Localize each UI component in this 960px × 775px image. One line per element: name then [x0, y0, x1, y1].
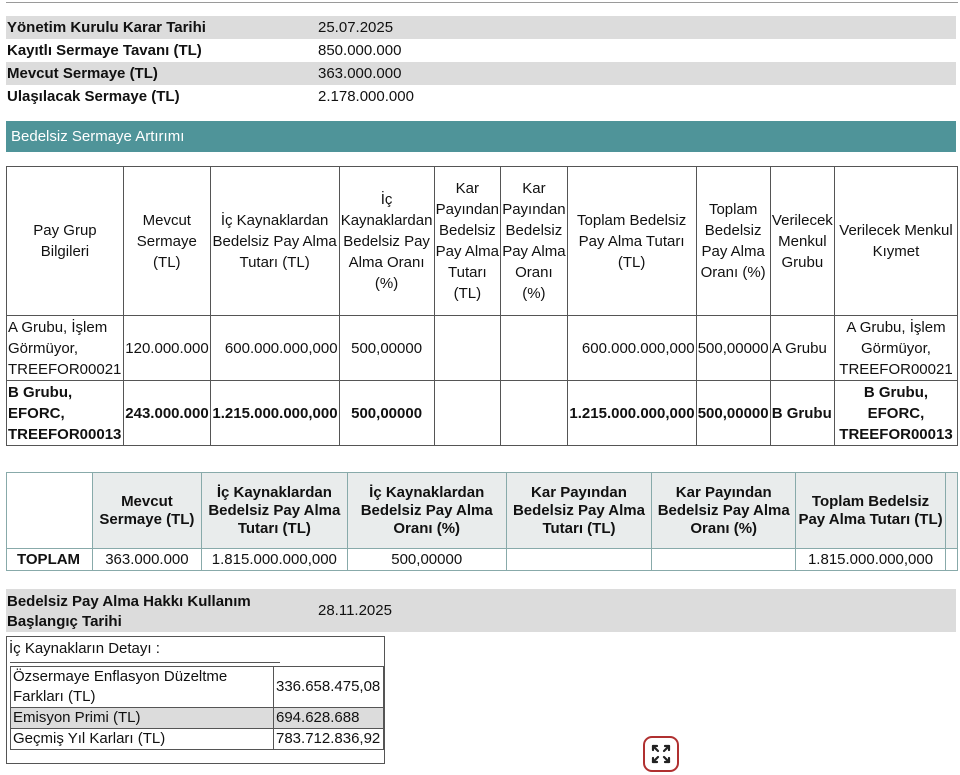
table-row	[7, 381, 958, 446]
table-cell: 500,00000	[696, 381, 770, 446]
table-header-row	[7, 167, 958, 316]
column-header: Kar Payından Bedelsiz Pay Alma Tutarı (TL)	[434, 167, 500, 316]
rights-value: 28.11.2025	[318, 602, 392, 619]
info-row-target-capital	[6, 85, 956, 108]
info-label: Kayıtlı Sermaye Tavanı (TL)	[7, 42, 202, 59]
table-cell	[434, 381, 500, 446]
table-cell: B Grubu, EFORC, TREEFOR00013	[7, 381, 124, 446]
column-header: Verilecek Menkul Grubu	[770, 167, 834, 316]
table-cell: 600.000.000,000	[567, 316, 696, 381]
totals-row	[7, 549, 958, 571]
info-value: 2.178.000.000	[318, 88, 414, 105]
share-group-table	[6, 166, 958, 446]
info-label: Mevcut Sermaye (TL)	[7, 65, 158, 82]
table-cell: 1.215.000.000,000	[567, 381, 696, 446]
source-label: Geçmiş Yıl Karları (TL)	[11, 729, 274, 750]
column-header	[7, 473, 93, 549]
info-label: Yönetim Kurulu Karar Tarihi	[7, 19, 206, 36]
expand-icon	[651, 744, 671, 764]
column-header: Kar Payından Bedelsiz Pay Alma Tutarı (TL)	[506, 473, 652, 549]
internal-sources-box	[6, 636, 385, 764]
divider	[10, 662, 280, 663]
table-cell: 1.815.000.000,000	[201, 549, 347, 571]
table-cell: 1.215.000.000,000	[210, 381, 339, 446]
rights-label: Bedelsiz Pay Alma Hakkı Kullanım Başlangıç Tarihi	[7, 593, 251, 630]
table-cell: 363.000.000	[92, 549, 201, 571]
table-cell: B Grubu	[770, 381, 834, 446]
info-label: Ulaşılacak Sermaye (TL)	[7, 88, 180, 105]
column-header: Pay Grup Bilgileri	[7, 167, 124, 316]
internal-sources-title: İç Kaynakların Detayı :	[9, 640, 160, 657]
source-value: 694.628.688	[274, 708, 384, 729]
table-cell-overflow	[946, 549, 958, 571]
source-label: Özsermaye Enflasyon Düzeltme Farkları (TL)	[11, 667, 274, 708]
internal-sources-table	[10, 666, 384, 750]
table-row	[11, 708, 384, 729]
column-header: İç Kaynaklardan Bedelsiz Pay Alma Tutarı (TL)	[201, 473, 347, 549]
table-cell: 500,00000	[347, 549, 506, 571]
info-value: 363.000.000	[318, 65, 402, 82]
section-header: Bedelsiz Sermaye Artırımı	[6, 121, 956, 152]
column-header-overflow	[946, 473, 958, 549]
top-divider	[6, 2, 958, 3]
table-cell: 500,00000	[339, 316, 434, 381]
info-row-current-capital	[6, 62, 956, 85]
column-header: Toplam Bedelsiz Pay Alma Tutarı (TL)	[796, 473, 946, 549]
rights-start-date-row	[6, 589, 956, 632]
table-cell: 1.815.000.000,000	[796, 549, 946, 571]
column-header: Verilecek Menkul Kıymet	[834, 167, 957, 316]
table-cell: 600.000.000,000	[210, 316, 339, 381]
column-header: Kar Payından Bedelsiz Pay Alma Oranı (%)	[501, 167, 568, 316]
table-cell: B Grubu, EFORC, TREEFOR00013	[834, 381, 957, 446]
source-value: 783.712.836,92	[274, 729, 384, 750]
table-cell: 120.000.000	[123, 316, 210, 381]
table-cell: 500,00000	[696, 316, 770, 381]
table-cell: A Grubu, İşlem Görmüyor, TREEFOR00021	[834, 316, 957, 381]
column-header: İç Kaynaklardan Bedelsiz Pay Alma Oranı (%)	[339, 167, 434, 316]
table-cell	[434, 316, 500, 381]
column-header: Kar Payından Bedelsiz Pay Alma Oranı (%)	[652, 473, 796, 549]
table-row	[11, 667, 384, 708]
source-value: 336.658.475,08	[274, 667, 384, 708]
table-row	[7, 316, 958, 381]
info-row-board-decision-date	[6, 16, 956, 39]
table-cell	[501, 316, 568, 381]
table-cell	[501, 381, 568, 446]
table-cell: A Grubu, İşlem Görmüyor, TREEFOR00021	[7, 316, 124, 381]
totals-label: TOPLAM	[7, 549, 93, 571]
table-cell: 500,00000	[339, 381, 434, 446]
table-cell: A Grubu	[770, 316, 834, 381]
table-cell	[506, 549, 652, 571]
column-header: Toplam Bedelsiz Pay Alma Tutarı (TL)	[567, 167, 696, 316]
column-header: İç Kaynaklardan Bedelsiz Pay Alma Tutarı (TL)	[210, 167, 339, 316]
expand-button[interactable]	[643, 736, 679, 772]
table-cell: 243.000.000	[123, 381, 210, 446]
info-value: 850.000.000	[318, 42, 402, 59]
column-header: İç Kaynaklardan Bedelsiz Pay Alma Oranı (%)	[347, 473, 506, 549]
table-header-row	[7, 473, 958, 549]
source-label: Emisyon Primi (TL)	[11, 708, 274, 729]
totals-table	[6, 472, 958, 571]
table-row	[11, 729, 384, 750]
column-header: Mevcut Sermaye (TL)	[123, 167, 210, 316]
table-cell	[652, 549, 796, 571]
column-header: Toplam Bedelsiz Pay Alma Oranı (%)	[696, 167, 770, 316]
column-header: Mevcut Sermaye (TL)	[92, 473, 201, 549]
info-row-registered-capital-ceiling	[6, 39, 956, 62]
info-value: 25.07.2025	[318, 19, 394, 36]
